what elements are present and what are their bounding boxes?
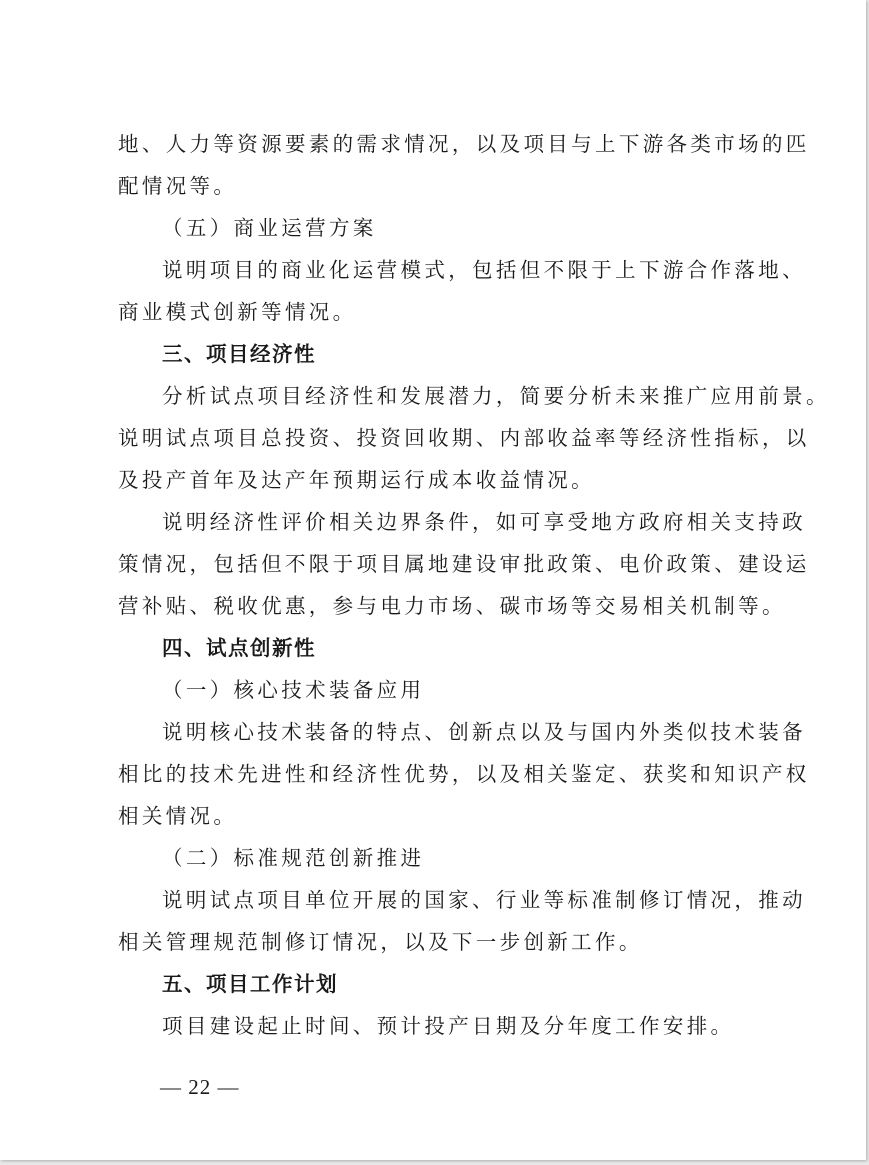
body-text-line: 项目建设起止时间、预计投产日期及分年度工作安排。 bbox=[162, 1014, 735, 1038]
section-heading-5: 五、项目工作计划 bbox=[162, 972, 338, 996]
body-text-line: 说明试点项目总投资、投资回收期、内部收益率等经济性指标，以 bbox=[118, 426, 810, 450]
body-text-line: 相关情况。 bbox=[118, 804, 238, 828]
page-number: — 22 — bbox=[160, 1075, 240, 1099]
subsection-heading-5: （五）商业运营方案 bbox=[162, 216, 377, 240]
body-text-line: 策情况，包括但不限于项目属地建设审批政策、电价政策、建设运 bbox=[118, 552, 810, 576]
body-text-line: 说明经济性评价相关边界条件，如可享受地方政府相关支持政 bbox=[162, 510, 806, 534]
subsection-heading-2: （二）标准规范创新推进 bbox=[162, 846, 425, 870]
section-heading-3: 三、项目经济性 bbox=[162, 342, 316, 366]
body-text-line: 营补贴、税收优惠，参与电力市场、碳市场等交易相关机制等。 bbox=[118, 594, 786, 618]
body-text-line: 及投产首年及达产年预期运行成本收益情况。 bbox=[118, 468, 595, 492]
body-text-line: 相关管理规范制修订情况，以及下一步创新工作。 bbox=[118, 930, 643, 954]
body-text-line: 说明核心技术装备的特点、创新点以及与国内外类似技术装备 bbox=[162, 720, 806, 744]
body-text-line: 相比的技术先进性和经济性优势，以及相关鉴定、获奖和知识产权 bbox=[118, 762, 810, 786]
body-text-line: 说明试点项目单位开展的国家、行业等标准制修订情况，推动 bbox=[162, 888, 806, 912]
body-text-line: 分析试点项目经济性和发展潜力，简要分析未来推广应用前景。 bbox=[162, 384, 830, 408]
body-text-line: 商业模式创新等情况。 bbox=[118, 300, 357, 324]
body-text-line: 地、人力等资源要素的需求情况，以及项目与上下游各类市场的匹 bbox=[118, 132, 810, 156]
body-text-line: 说明项目的商业化运营模式，包括但不限于上下游合作落地、 bbox=[162, 258, 806, 282]
body-text-line: 配情况等。 bbox=[118, 174, 238, 198]
subsection-heading-1: （一）核心技术装备应用 bbox=[162, 678, 425, 702]
section-heading-4: 四、试点创新性 bbox=[162, 636, 316, 660]
